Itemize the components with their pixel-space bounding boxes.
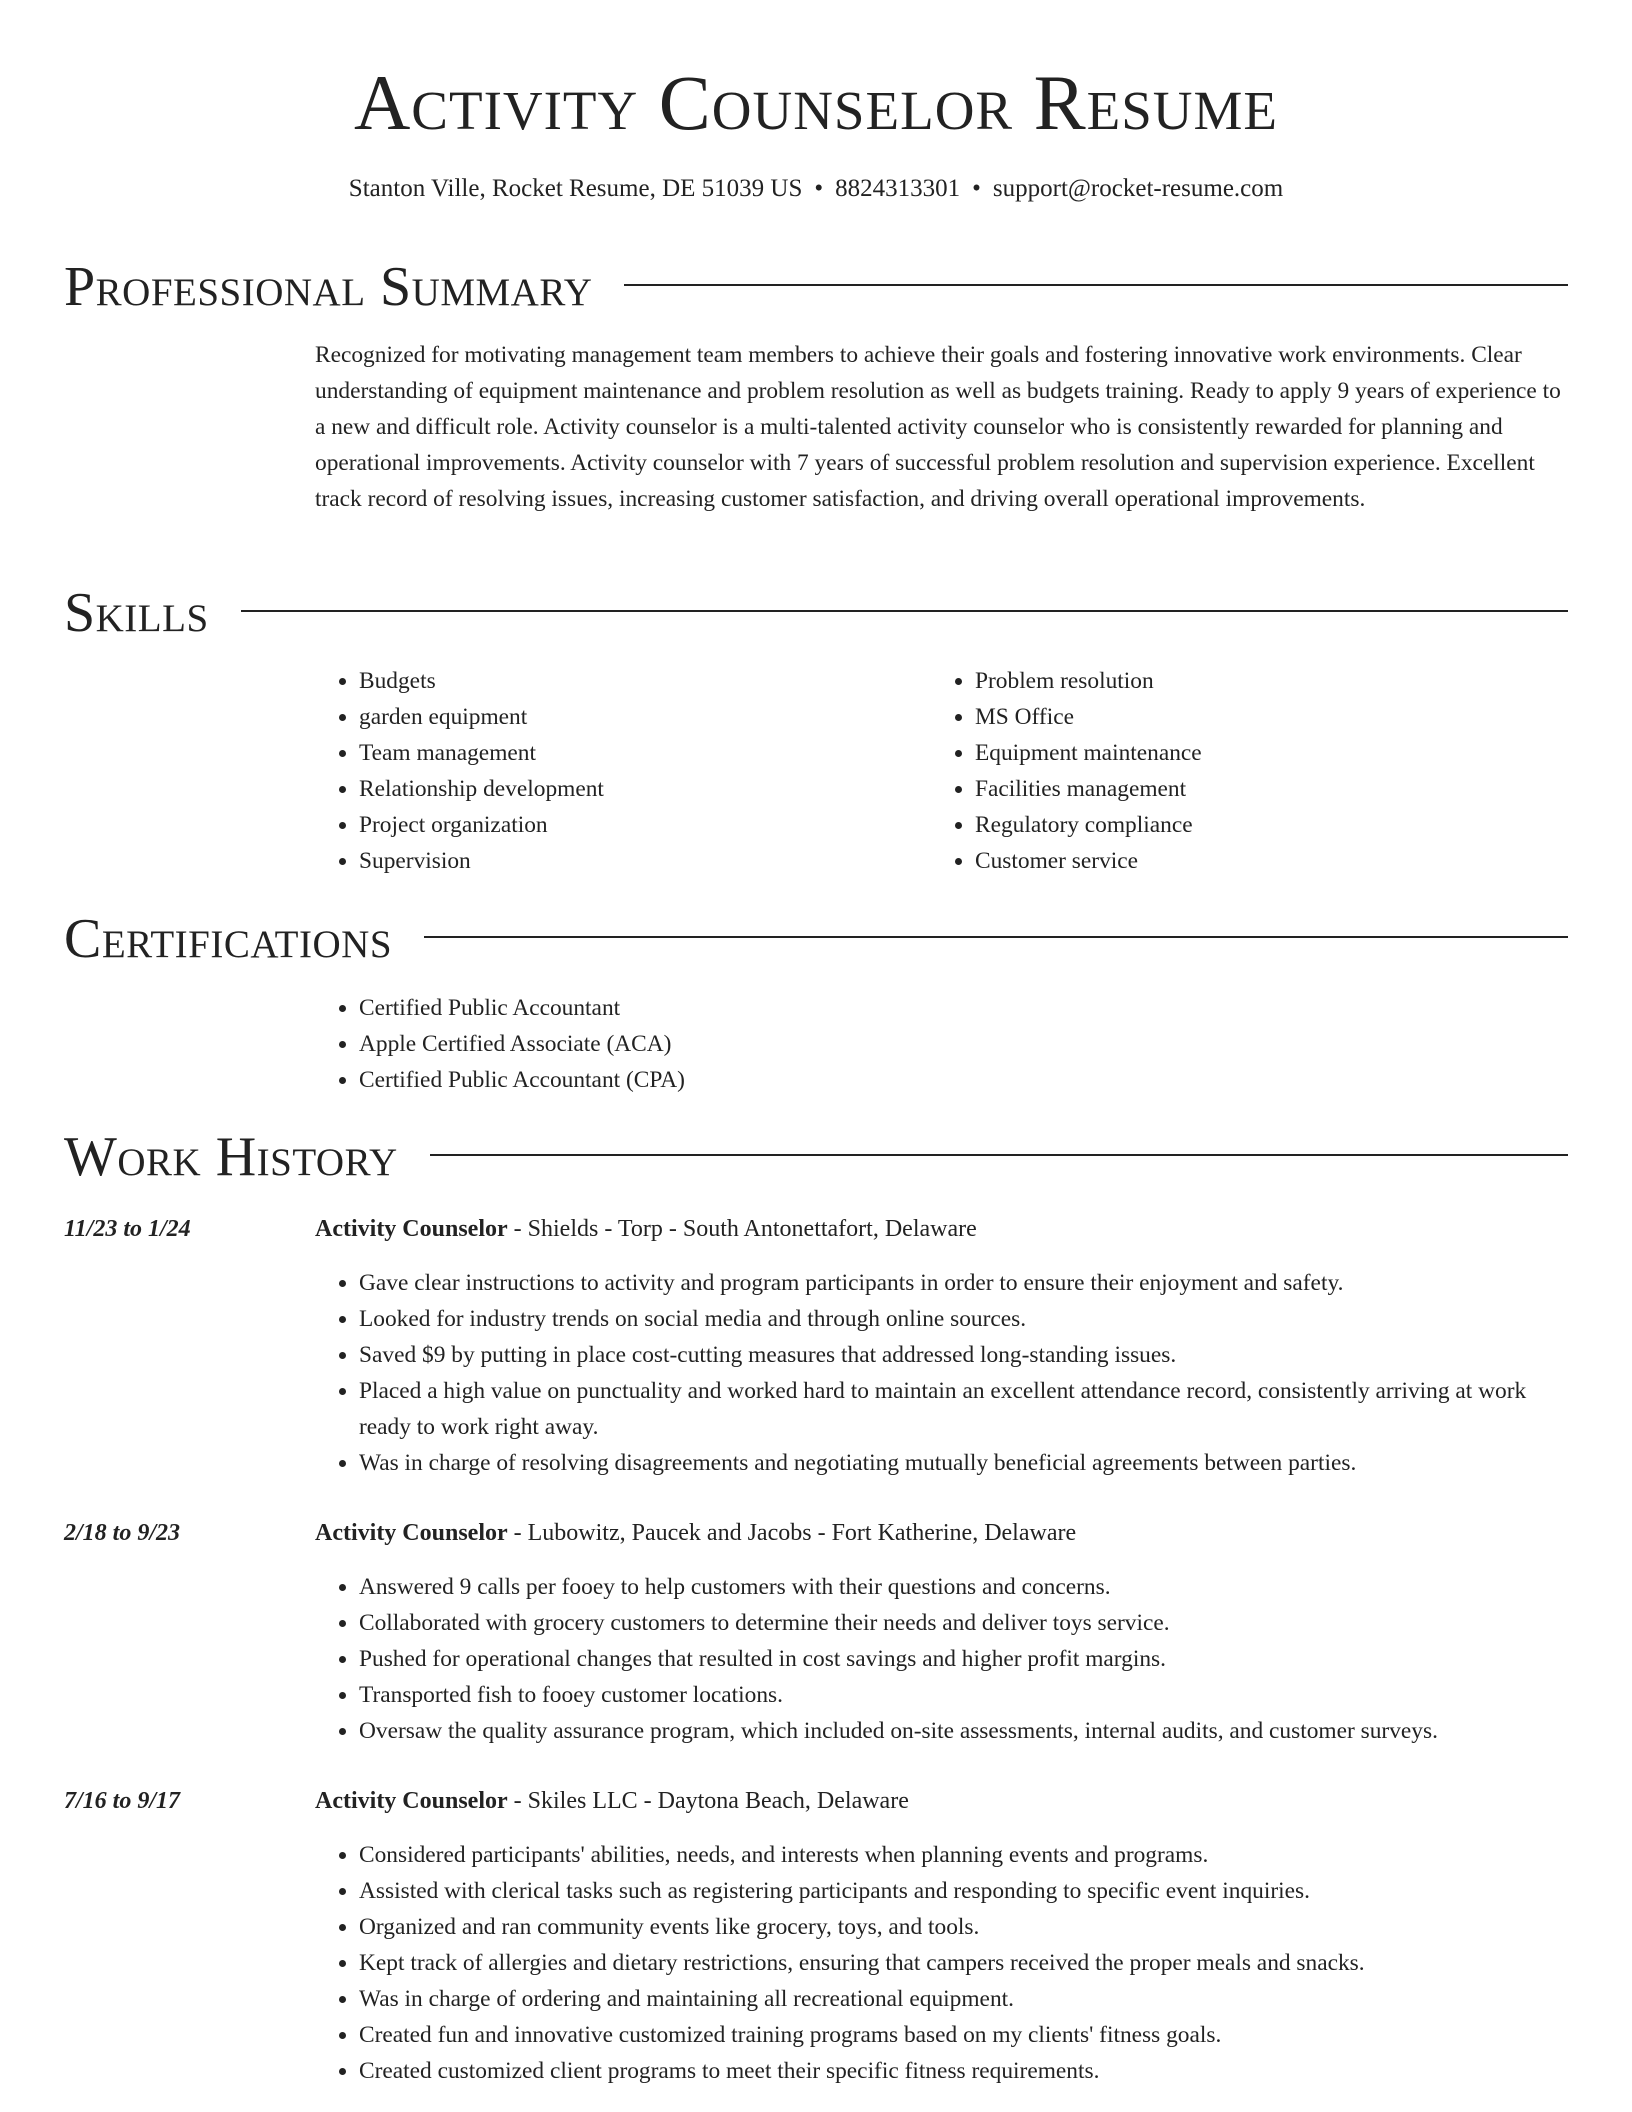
section-divider (624, 284, 1568, 286)
job-header (315, 1783, 909, 1819)
summary-text: Recognized for motivating management team members to achieve their goals and fostering innovative work environments. Clear understanding of equipment maintenance and problem resolution as well as budgets training. Ready to apply 9 years of experience to a new and difficult role. Activity counselor is a multi-talented activity counselor who is consistently rewarded for planning and operational improvements. Activity counselor with 7 years of successful problem resolution and supervision experience. Excellent track record of resolving issues, increasing customer satisfaction, and driving overall operational improvements. (315, 342, 1561, 512)
skill-item: • Equipment maintenance (975, 735, 1531, 771)
job-dates: 7/16 to 9/17 (64, 1788, 181, 1814)
skill-item: • Supervision (359, 843, 915, 879)
summary-section-header (64, 252, 1568, 322)
job-title: Activity Counselor (315, 1788, 508, 1814)
job-bullet: • Assisted with clerical tasks such as registering participants and responding to specific event inquiries. (359, 1873, 1568, 1909)
job-bullet: • Placed a high value on punctuality and worked hard to maintain an excellent attendance record, consistently arriving at work ready to work right away. (359, 1373, 1568, 1445)
contact-address: Stanton Ville, Rocket Resume, DE 51039 US (348, 175, 803, 202)
job-bullet: • Transported fish to fooey customer locations. (359, 1677, 1568, 1713)
job-title: Activity Counselor (315, 1216, 508, 1242)
job-dates: 2/18 to 9/23 (64, 1520, 181, 1546)
job-bullet: • Considered participants' abilities, needs, and interests when planning events and programs. (359, 1837, 1568, 1873)
section-divider (430, 1154, 1568, 1156)
skill-item: • MS Office (975, 699, 1531, 735)
skill-item: • Project organization (359, 807, 915, 843)
job-bullet: • Created customized client programs to meet their specific fitness requirements. (359, 2053, 1568, 2089)
job-bullet: • Saved $9 by putting in place cost-cutting measures that addressed long-standing issues. (359, 1337, 1568, 1373)
work-history-section-header (64, 1122, 1568, 1192)
skills-list-left (315, 663, 915, 879)
resume-title: Activity Counselor Resume (353, 59, 1279, 146)
job-bullets (315, 1569, 1568, 1749)
skill-item: • Team management (359, 735, 915, 771)
skills-column-left (315, 663, 915, 879)
certification-item: • Certified Public Accountant (359, 990, 1565, 1026)
job-bullet-list (315, 1265, 1568, 1481)
skills-section-header (64, 578, 1568, 648)
certifications-heading: Certifications (64, 908, 393, 970)
skill-item: • Regulatory compliance (975, 807, 1531, 843)
job-bullet: • Answered 9 calls per fooey to help customers with their questions and concerns. (359, 1569, 1568, 1605)
contact-line (0, 172, 1632, 206)
contact-separator: • (814, 175, 824, 202)
job-bullet: • Collaborated with grocery customers to determine their needs and deliver toys service. (359, 1605, 1568, 1641)
job-bullet-list (315, 1837, 1568, 2089)
skill-item: • Customer service (975, 843, 1531, 879)
job-bullet: • Kept track of allergies and dietary restrictions, ensuring that campers received the proper meals and snacks. (359, 1945, 1568, 1981)
job-details: - Skiles LLC - Daytona Beach, Delaware (507, 1788, 909, 1814)
skills-list-right (931, 663, 1531, 879)
work-history-heading: Work History (64, 1126, 398, 1188)
skill-item: • garden equipment (359, 699, 915, 735)
job-bullets (315, 1265, 1568, 1481)
certifications-list (315, 990, 1565, 1098)
job-bullet: • Oversaw the quality assurance program, which included on-site assessments, internal audits, and customer surveys. (359, 1713, 1568, 1749)
job-bullet-list (315, 1569, 1568, 1749)
summary-heading: Professional Summary (64, 256, 593, 318)
job-bullet: • Organized and ran community events like grocery, toys, and tools. (359, 1909, 1568, 1945)
contact-phone: 8824313301 (835, 175, 961, 202)
skill-item: • Budgets (359, 663, 915, 699)
job-dates: 11/23 to 1/24 (64, 1216, 191, 1242)
job-bullet: • Was in charge of ordering and maintaining all recreational equipment. (359, 1981, 1568, 2017)
skill-item: • Facilities management (975, 771, 1531, 807)
certification-item: • Apple Certified Associate (ACA) (359, 1026, 1565, 1062)
job-title: Activity Counselor (315, 1520, 508, 1546)
job-bullet: • Pushed for operational changes that resulted in cost savings and higher profit margins. (359, 1641, 1568, 1677)
job-details: - Lubowitz, Paucek and Jacobs - Fort Katherine, Delaware (507, 1520, 1077, 1546)
job-bullet: • Looked for industry trends on social media and through online sources. (359, 1301, 1568, 1337)
section-divider (424, 936, 1568, 938)
job-header (315, 1515, 1076, 1551)
certifications-section-header (64, 904, 1568, 974)
section-divider (241, 610, 1568, 612)
job-header (315, 1211, 977, 1247)
skills-column-right (931, 663, 1531, 879)
job-bullet: • Was in charge of resolving disagreements and negotiating mutually beneficial agreements between parties. (359, 1445, 1568, 1481)
job-bullets (315, 1837, 1568, 2089)
certification-item: • Certified Public Accountant (CPA) (359, 1062, 1565, 1098)
contact-separator: • (972, 175, 981, 202)
skill-item: • Problem resolution (975, 663, 1531, 699)
job-bullet: • Created fun and innovative customized training programs based on my clients' fitness goals. (359, 2017, 1568, 2053)
contact-email: support@rocket-resume.com (992, 175, 1284, 202)
job-bullet: • Gave clear instructions to activity and program participants in order to ensure their enjoyment and safety. (359, 1265, 1568, 1301)
skill-item: • Relationship development (359, 771, 915, 807)
certifications-block (315, 990, 1565, 1098)
job-details: - Shields - Torp - South Antonettafort, Delaware (507, 1216, 977, 1242)
skills-heading: Skills (64, 582, 209, 644)
